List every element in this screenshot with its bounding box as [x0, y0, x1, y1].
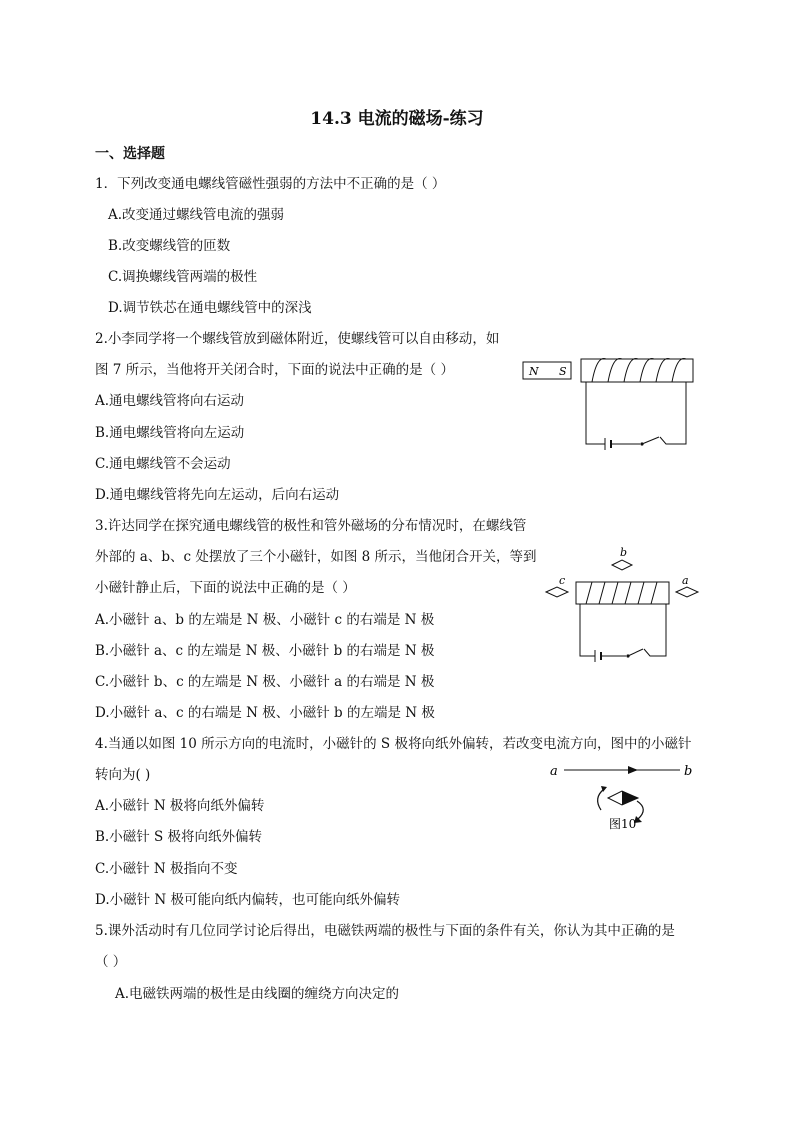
- page-title: 14.3 电流的磁场-练习: [310, 109, 484, 129]
- q2-stem-line2: 图 7 所示，当他将开关闭合时，下面的说法中正确的是（ ）: [95, 362, 454, 378]
- q1-stem: 1．下列改变通电螺线管磁性强弱的方法中不正确的是（ ）: [95, 176, 446, 192]
- q2-stem-line1: 2.小李同学将一个螺线管放到磁体附近，使螺线管可以自由移动，如: [95, 331, 500, 347]
- q3-option-c: C.小磁针 b、c 的左端是 N 极、小磁针 a 的右端是 N 极: [95, 674, 435, 690]
- q2-option-c: C.通电螺线管不会运动: [95, 456, 231, 472]
- q2-option-b: B.通电螺线管将向左运动: [95, 425, 245, 441]
- figure-8-solenoid-compasses: [542, 542, 708, 664]
- q1-option-a: A.改变通过螺线管电流的强弱: [108, 207, 285, 223]
- q3-option-a: A.小磁针 a、b 的左端是 N 极、小磁针 c 的右端是 N 极: [95, 612, 435, 628]
- q3-stem-line3: 小磁针静止后，下面的说法中正确的是（ ）: [95, 580, 356, 596]
- figure-7-solenoid-magnet: [518, 352, 698, 454]
- q5-option-a: A.电磁铁两端的极性是由线圈的缠绕方向决定的: [115, 986, 400, 1002]
- q3-option-b: B.小磁针 a、c 的左端是 N 极、小磁针 b 的右端是 N 极: [95, 643, 435, 659]
- q1-option-b: B.改变螺线管的匝数: [108, 238, 231, 254]
- q4-option-d: D.小磁针 N 极可能向纸内偏转，也可能向纸外偏转: [95, 892, 401, 908]
- q2-option-a: A.通电螺线管将向右运动: [95, 393, 245, 409]
- q5-stem-line1: 5.课外活动时有几位同学讨论后得出，电磁铁两端的极性与下面的条件有关，你认为其中正确的是: [95, 923, 675, 939]
- fig8-label-b: b: [620, 546, 628, 559]
- fig7-label-s: S: [559, 365, 567, 378]
- fig10-caption: 图10: [609, 817, 637, 831]
- fig8-label-a: a: [682, 574, 689, 587]
- fig10-label-a: a: [550, 764, 558, 779]
- q4-stem-line2: 转向为( ): [95, 767, 151, 783]
- q4-option-b: B.小磁针 S 极将向纸外偏转: [95, 829, 263, 845]
- fig8-label-c: c: [559, 574, 566, 587]
- q4-option-a: A.小磁针 N 极将向纸外偏转: [95, 798, 265, 814]
- q2-option-d: D.通电螺线管将先向左运动，后向右运动: [95, 487, 340, 503]
- section-heading: 一、选择题: [95, 146, 165, 162]
- q4-stem-line1: 4.当通以如图 10 所示方向的电流时，小磁针的 S 极将向纸外偏转，若改变电流方向，图中的小磁针: [95, 736, 692, 752]
- q3-option-d: D.小磁针 a、c 的右端是 N 极、小磁针 b 的左端是 N 极: [95, 705, 435, 721]
- fig10-label-b: b: [684, 764, 693, 779]
- q1-option-c: C.调换螺线管两端的极性: [108, 269, 258, 285]
- q3-stem-line1: 3.许达同学在探究通电螺线管的极性和管外磁场的分布情况时，在螺线管: [95, 518, 527, 534]
- q5-stem-line2: （ ）: [95, 954, 127, 970]
- q4-option-c: C.小磁针 N 极指向不变: [95, 861, 238, 877]
- q1-option-d: D.调节铁芯在通电螺线管中的深浅: [108, 300, 312, 316]
- q3-stem-line2: 外部的 a、b、c 处摆放了三个小磁针，如图 8 所示，当他闭合开关，等到: [95, 549, 537, 565]
- figure-10-wire-compass: [546, 758, 698, 834]
- fig7-label-n: N: [529, 365, 539, 378]
